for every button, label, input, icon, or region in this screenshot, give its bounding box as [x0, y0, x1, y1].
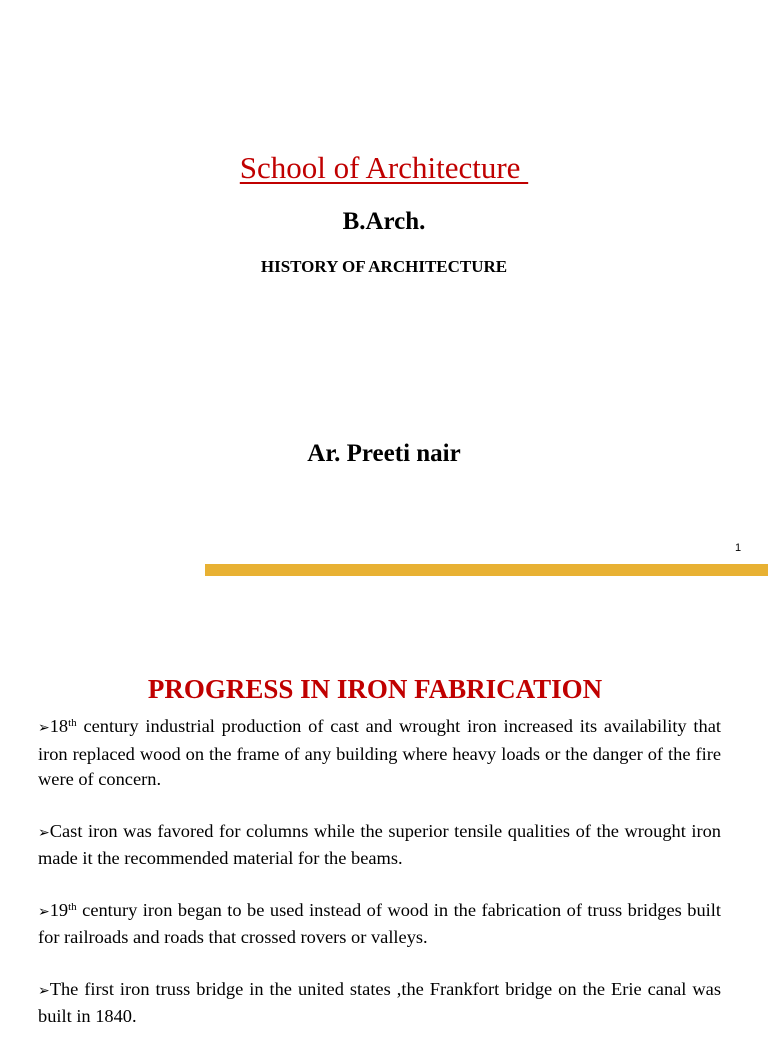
century-number: 18: [49, 716, 69, 736]
list-item-text: century iron began to be used instead of wood in the fabrication of truss bridges built for railroads and roads that crossed rovers or valleys.: [38, 899, 721, 947]
arrow-bullet-icon: ➢: [38, 982, 50, 999]
century-number: 19: [49, 899, 69, 920]
list-item: [38, 714, 721, 793]
subject-label: HISTORY OF ARCHITECTURE: [260, 257, 508, 276]
school-title: School of Architecture: [239, 150, 529, 185]
list-item: [38, 819, 721, 872]
bullet-list: [38, 714, 721, 1056]
list-item-text: Cast iron was favored for columns while the superior tensile qualities of the wrought iron made it the recommended material for the beams.: [38, 820, 721, 868]
list-item-text: century industrial production of cast and wrought iron increased its availability that iron replaced wood on the frame of any building where heavy loads or the danger of the fire were of concern.: [38, 716, 721, 789]
author-name: Ar. Preeti nair: [307, 440, 461, 467]
content-slide: [0, 590, 768, 1024]
degree-label: B.Arch.: [342, 208, 426, 235]
footer-accent-bar: [205, 564, 768, 576]
ordinal-suffix: th: [68, 717, 77, 729]
arrow-bullet-icon: ➢: [38, 720, 50, 736]
arrow-bullet-icon: ➢: [38, 824, 50, 841]
list-item: [38, 898, 721, 951]
list-item: [38, 977, 721, 1030]
page-number: 1: [734, 542, 742, 554]
ordinal-suffix: th: [68, 900, 77, 913]
slide-heading: PROGRESS IN IRON FABRICATION: [147, 674, 603, 704]
list-item-text: The first iron truss bridge in the united states ,the Frankfort bridge on the Erie canal was built in 1840.: [38, 978, 721, 1026]
arrow-bullet-icon: ➢: [38, 903, 50, 920]
